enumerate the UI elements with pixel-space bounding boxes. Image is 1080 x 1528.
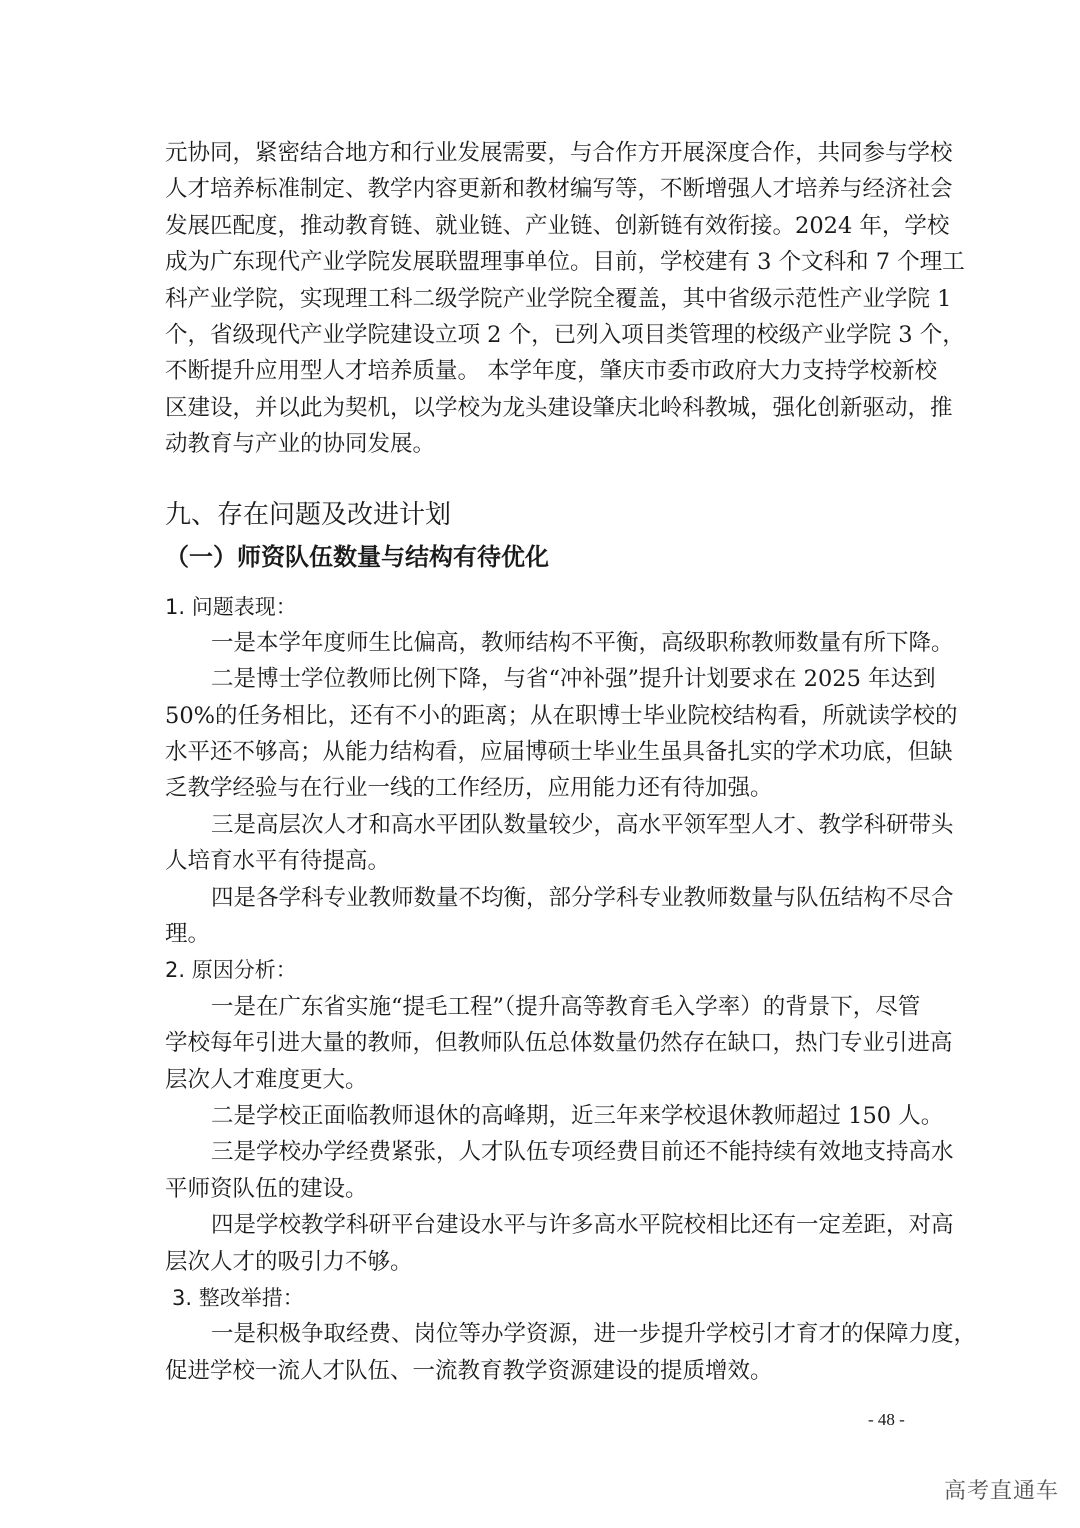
problems-line: 50%的任务相比，还有不小的距离；从在职博士毕业院校结构看，所就读学校的 xyxy=(165,702,958,729)
causes-line: 一是在广东省实施“提毛工程”（提升高等教育毛入学率）的背景下，尽管 xyxy=(211,993,921,1020)
intro-line: 个，省级现代产业学院建设立项 2 个，已列入项目类管理的校级产业学院 3 个， xyxy=(165,321,965,348)
intro-line: 成为广东现代产业学院发展联盟理事单位。目前，学校建有 3 个文科和 7 个理工 xyxy=(165,249,965,276)
intro-line: 科产业学院，实现理工科二级学院产业学院全覆盖，其中省级示范性产业学院 1 xyxy=(165,285,952,312)
problems-line: 三是高层次人才和高水平团队数量较少，高水平领军型人才、教学科研带头 xyxy=(211,811,954,838)
section-heading: 九、存在问题及改进计划 xyxy=(165,499,452,530)
problems-line: 一是本学年度师生比偏高，教师结构不平衡，高级职称教师数量有所下降。 xyxy=(211,629,954,656)
intro-line: 人才培养标准制定、教学内容更新和教材编写等，不断增强人才培养与经济社会 xyxy=(165,176,953,203)
causes-line: 层次人才难度更大。 xyxy=(165,1066,368,1093)
measures-line: 一是积极争取经费、岗位等办学资源，进一步提升学校引才育才的保障力度， xyxy=(211,1321,977,1348)
intro-line: 区建设，并以此为契机，以学校为龙头建设肇庆北岭科教城，强化创新驱动，推 xyxy=(165,394,953,421)
causes-line: 层次人才的吸引力不够。 xyxy=(165,1248,413,1275)
problems-heading: 1. 问题表现： xyxy=(165,594,297,619)
causes-line: 四是学校教学科研平台建设水平与许多高水平院校相比还有一定差距，对高 xyxy=(211,1212,954,1239)
intro-line: 不断提升应用型人才培养质量。 本学年度，肇庆市委市政府大力支持学校新校 xyxy=(165,358,938,385)
causes-line: 平师资队伍的建设。 xyxy=(165,1175,368,1202)
intro-line: 动教育与产业的协同发展。 xyxy=(165,431,436,458)
problems-line: 理。 xyxy=(165,921,211,948)
measures-heading: 3. 整改举措： xyxy=(172,1285,304,1310)
subsection-heading: （一）师资队伍数量与结构有待优化 xyxy=(165,542,549,571)
intro-line: 元协同，紧密结合地方和行业发展需要，与合作方开展深度合作，共同参与学校 xyxy=(165,140,953,166)
problems-line: 乏教学经验与在行业一线的工作经历，应用能力还有待加强。 xyxy=(165,775,773,802)
problems-line: 水平还不够高；从能力结构看，应届博硕士毕业生虽具备扎实的学术功底，但缺 xyxy=(165,739,953,766)
page-number: - 48 - xyxy=(868,1410,905,1429)
problems-line: 四是各学科专业教师数量不均衡，部分学科专业教师数量与队伍结构不尽合 xyxy=(211,884,954,911)
problems-line: 二是博士学位教师比例下降，与省“冲补强”提升计划要求在 2025 年达到 xyxy=(211,666,936,693)
intro-line: 发展匹配度，推动教育链、就业链、产业链、创新链有效衔接。2024 年，学校 xyxy=(165,212,950,239)
causes-heading: 2. 原因分析： xyxy=(165,958,297,983)
causes-line: 学校每年引进大量的教师，但教师队伍总体数量仍然存在缺口，热门专业引进高 xyxy=(165,1030,953,1057)
watermark: 高考直通车 xyxy=(944,1479,1060,1504)
measures-line: 促进学校一流人才队伍、一流教育教学资源建设的提质增效。 xyxy=(165,1357,773,1384)
problems-line: 人培育水平有待提高。 xyxy=(165,848,391,875)
causes-line: 三是学校办学经费紧张，人才队伍专项经费目前还不能持续有效地支持高水 xyxy=(211,1139,954,1166)
causes-line: 二是学校正面临教师退休的高峰期，近三年来学校退休教师超过 150 人。 xyxy=(211,1102,944,1129)
document-page xyxy=(165,135,977,1389)
